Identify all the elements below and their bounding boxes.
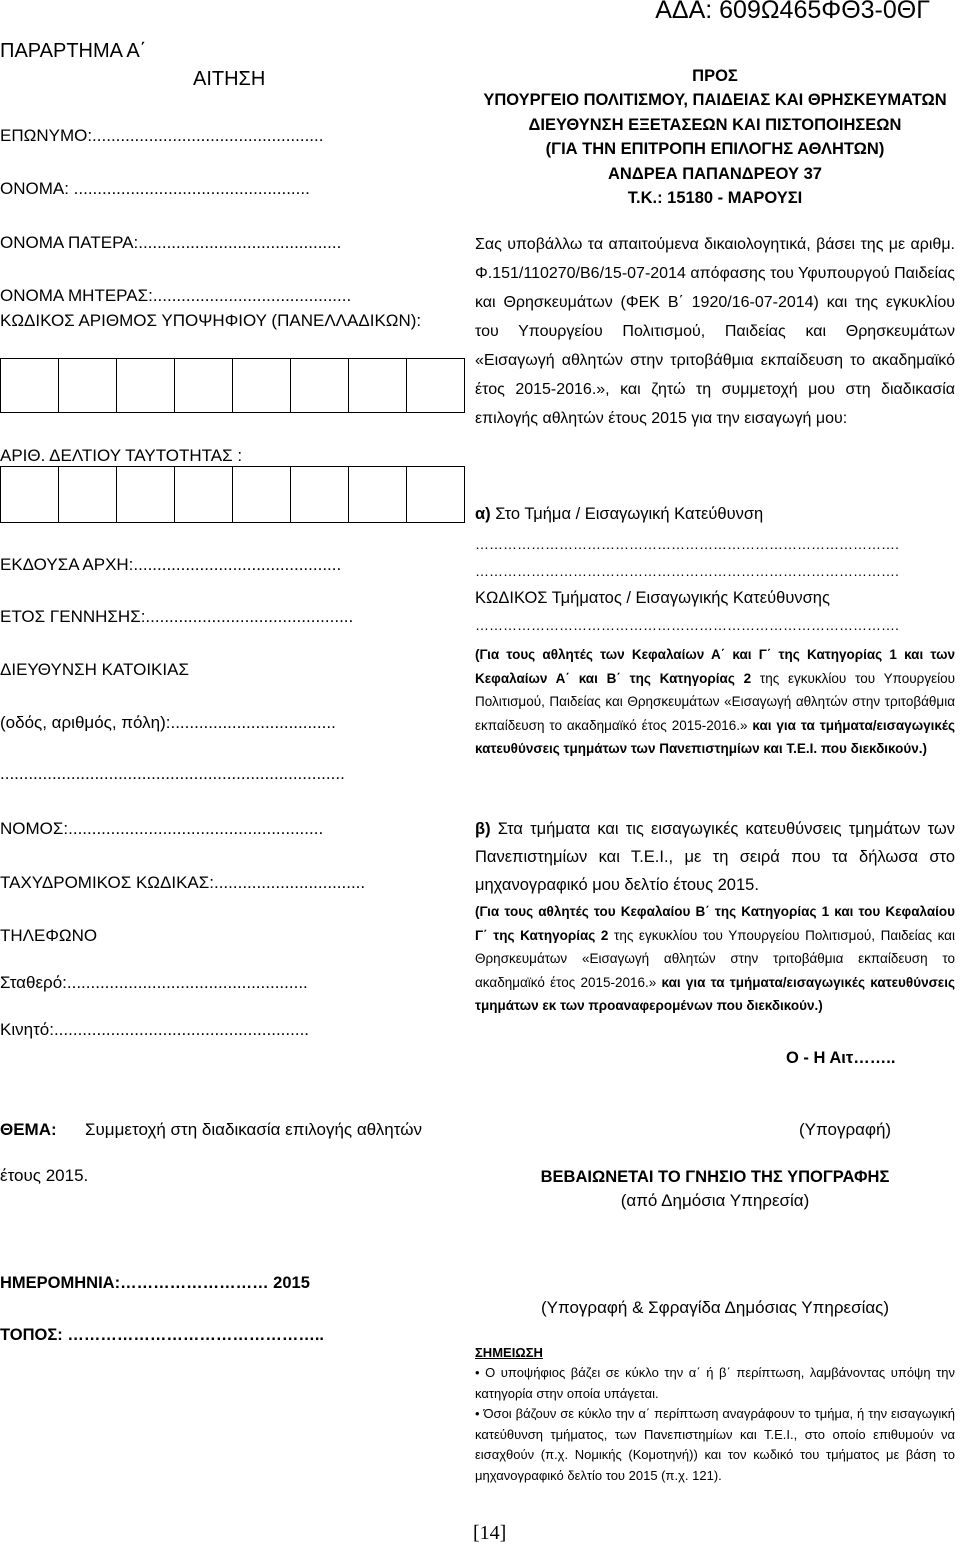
mobile-field[interactable]: Κινητό:...................................................... [0, 1020, 310, 1039]
id-number-label: ΑΡΙΘ. ΔΕΛΤΙΟΥ ΤΑΥΤΟΤΗΤΑΣ : [0, 446, 243, 465]
id-box[interactable] [291, 466, 349, 523]
subject-text: Συμμετοχή στη διαδικασία επιλογής αθλητών [85, 1120, 422, 1139]
recipient-line4: ΑΝΔΡΕΑ ΠΑΠΑΝΔΡΕΟΥ 37 [608, 164, 822, 183]
applicant-label: Ο - Η Αιτ…….. [786, 1049, 896, 1067]
option-a-note-bold-end: και για τα τμήματα/εισαγωγικές κατευθύνσεις τμημάτων των Πανεπιστημίων και Τ.Ε.Ι. που διεκδικούν.) [475, 717, 955, 757]
bullet-icon: • [475, 1406, 484, 1421]
stamp-label: (Υπογραφή & Σφραγίδα Δημόσιας Υπηρεσίας) [540, 1298, 890, 1317]
option-b-note-bold-end: και για τα τμήματα/εισαγωγικές κατευθύνσεις τμημάτων εκ των προαναφερομένων που διεκδικούν.) [475, 974, 955, 1014]
annex-label: ΠΑΡΑΡΤΗΜΑ Α΄ [0, 40, 147, 62]
id-box[interactable] [59, 466, 117, 523]
recipient-to: ΠΡΟΣ [692, 67, 738, 85]
department-dots-2[interactable]: ………………………………………………………………………………. [475, 563, 899, 579]
id-box[interactable] [233, 466, 291, 523]
code-box[interactable] [291, 358, 349, 413]
public-service-label: (από Δημόσια Υπηρεσία) [620, 1191, 810, 1210]
landline-field[interactable]: Σταθερό:................................................... [0, 973, 308, 992]
option-b-note-text: της εγκυκλίου του Υπουργείου Πολιτισμού, Παιδείας και Θρησκευμάτων «Εισαγωγή αθλητών στην τριτοβάθμια εκπαίδευση το ακαδημαϊκό έτος 2015-2016.» [475, 927, 955, 990]
department-code-dots[interactable]: ………………………………………………………………………………. [475, 617, 899, 633]
surname-field[interactable]: ΕΠΩΝΥΜΟ:................................................. [0, 126, 324, 145]
recipient-line2: ΔΙΕΥΘΥΝΣΗ ΕΞΕΤΑΣΕΩΝ ΚΑΙ ΠΙΣΤΟΠΟΙΗΣΕΩΝ [528, 115, 902, 134]
notes-item-2 [475, 1404, 955, 1486]
page-number: [14] [473, 1522, 507, 1544]
recipient-line3: (ΓΙΑ ΤΗΝ ΕΠΙΤΡΟΠΗ ΕΠΙΛΟΓΗΣ ΑΘΛΗΤΩΝ) [545, 140, 885, 159]
address-label: ΔΙΕΥΘΥΝΣΗ ΚΑΤΟΙΚΙΑΣ [0, 660, 189, 679]
department-code-label: ΚΩΔΙΚΟΣ Τμήματος / Εισαγωγικής Κατεύθυνσης [475, 589, 830, 607]
signature-label: (Υπογραφή) [799, 1120, 892, 1139]
id-box[interactable] [175, 466, 233, 523]
notes-item-1-text: Ο υποψήφιος βάζει σε κύκλο την α΄ ή β΄ περίπτωση, λαμβάνοντας υπόψη την κατηγορία στην οποία υπάγεται. [475, 1365, 955, 1401]
name-field[interactable]: ΟΝΟΜΑ: .................................................. [0, 179, 310, 198]
issuing-authority-field[interactable]: ΕΚΔΟΥΣΑ ΑΡΧΗ:............................................ [0, 555, 342, 574]
intro-paragraph: Σας υποβάλλω τα απαιτούμενα δικαιολογητικά, βάσει της με αριθμ. Φ.151/110270/Β6/15-07-2014 απόφασης του Υφυπουργού Παιδείας και Θρησκευμάτων (ΦΕΚ Β΄ 1920/16-07-2014) και της εγκυκλίου του Υπουργείου Πολιτισμού, Παιδείας και Θρησκευμάτων «Εισαγωγή αθλητών στην τριτοβάθμια εκπαίδευση το ακαδημαϊκό έτος 2015-2016.», και ζητώ τη συμμετοχή μου στη διαδικασία επιλογής αθλητών έτους 2015 για την εισαγωγή μου: [475, 236, 955, 427]
option-a [475, 505, 763, 524]
code-box[interactable] [407, 358, 465, 413]
subject-label: ΘΕΜΑ: [0, 1120, 57, 1139]
bullet-icon: • [475, 1365, 486, 1380]
code-box[interactable] [117, 358, 175, 413]
date-field[interactable]: ΗΜΕΡΟΜΗΝΙΑ:……………………… 2015 [0, 1274, 310, 1292]
id-box[interactable] [117, 466, 175, 523]
certification-title: ΒΕΒΑΙΩΝΕΤΑΙ ΤΟ ΓΝΗΣΙΟ ΤΗΣ ΥΠΟΓΡΑΦΗΣ [540, 1168, 890, 1186]
option-a-note-text: της εγκυκλίου του Υπουργείου Πολιτισμού, Παιδείας και Θρησκευμάτων «Εισαγωγή αθλητών στην τριτοβάθμια εκπαίδευση το ακαδημαϊκό έτος 2015-2016.» [475, 670, 955, 733]
option-b-note-bold: (Για τους αθλητές του Κεφαλαίου Β΄ της Κατηγορίας 1 και του Κεφαλαίου Γ΄ της Κατηγορίας 2 [475, 904, 955, 943]
subject-continuation: έτους 2015. [0, 1166, 89, 1185]
code-box[interactable] [175, 358, 233, 413]
candidate-code-grid[interactable] [0, 358, 465, 413]
notes-item-2-text: Όσοι βάζουν σε κύκλο την α΄ περίπτωση αναγράφουν το τμήμα, ή την εισαγωγική κατεύθυνση τμήματος, των Πανεπιστημίων και Τ.Ε.Ι., στο οποίο επιθυμούν να εισαχθούν (π.χ. Νομικής (Κομοτηνή)) και τον κωδικό του τμήματος με βάση το μηχανογραφικό δελτίο του 2015 (π.χ. 121). [475, 1406, 955, 1483]
option-a-label[interactable]: α) [475, 505, 491, 523]
address-continuation[interactable]: ......................................................................... [0, 764, 345, 783]
option-b [475, 815, 955, 899]
candidate-code-label: ΚΩΔΙΚΟΣ ΑΡΙΘΜΟΣ ΥΠΟΨΗΦΙΟΥ (ΠΑΝΕΛΛΑΔΙΚΩΝ): [0, 311, 422, 330]
mother-name-field[interactable]: ΟΝΟΜΑ ΜΗΤΕΡΑΣ:.......................................... [0, 286, 352, 305]
address-field[interactable]: (οδός, αριθμός, πόλη):................................... [0, 713, 336, 732]
code-box[interactable] [233, 358, 291, 413]
id-box[interactable] [1, 466, 59, 523]
option-a-text: Στο Τμήμα / Εισαγωγική Κατεύθυνση [490, 505, 764, 523]
recipient-line5: Τ.Κ.: 15180 - ΜΑΡΟΥΣΙ [627, 189, 803, 208]
notes-item-1 [475, 1363, 955, 1404]
recipient-line1: ΥΠΟΥΡΓΕΙΟ ΠΟΛΙΤΙΣΜΟΥ, ΠΑΙΔΕΙΑΣ ΚΑΙ ΘΡΗΣΚΕΥΜΑΤΩΝ [483, 91, 947, 110]
code-box[interactable] [59, 358, 117, 413]
birth-year-field[interactable]: ΕΤΟΣ ΓΕΝΝΗΣΗΣ:............................................ [0, 607, 354, 626]
ada-code: ΑΔΑ: 609Ω465ΦΘ3-0ΘΓ [655, 0, 930, 24]
page-title: ΑΙΤΗΣΗ [193, 68, 266, 90]
id-box[interactable] [407, 466, 465, 523]
department-dots-1[interactable]: ………………………………………………………………………………. [475, 536, 899, 552]
postal-code-field[interactable]: ΤΑΧΥΔΡΟΜΙΚΟΣ ΚΩΔΙΚΑΣ:................................ [0, 873, 366, 892]
code-box[interactable] [1, 358, 59, 413]
id-box[interactable] [349, 466, 407, 523]
recipient-block [475, 64, 955, 210]
option-b-text: Στα τμήματα και τις εισαγωγικές κατευθύνσεις τμημάτων των Πανεπιστημίων και Τ.Ε.Ι., με τη σειρά που τα δήλωσα στο μηχανογραφικό μου δελτίο έτους 2015. [475, 820, 955, 894]
phone-label: ΤΗΛΕΦΩΝΟ [0, 926, 98, 945]
option-a-note [475, 643, 955, 761]
code-box[interactable] [349, 358, 407, 413]
option-b-note [475, 900, 955, 1018]
place-field[interactable]: ΤΟΠΟΣ: ……………………………………….. [0, 1326, 325, 1344]
prefecture-field[interactable]: ΝΟΜΟΣ:...................................................... [0, 819, 324, 838]
id-number-grid[interactable] [0, 466, 465, 523]
option-b-label[interactable]: β) [475, 820, 491, 838]
father-name-field[interactable]: ΟΝΟΜΑ ΠΑΤΕΡΑ:........................................... [0, 233, 342, 252]
option-a-note-bold: (Για τους αθλητές των Κεφαλαίων Α΄ και Γ΄ της Κατηγορίας 1 και των Κεφαλαίων Α΄ και Β΄ της Κατηγορίας 2 [475, 647, 955, 686]
notes-title: ΣΗΜΕΙΩΣΗ [475, 1345, 543, 1360]
